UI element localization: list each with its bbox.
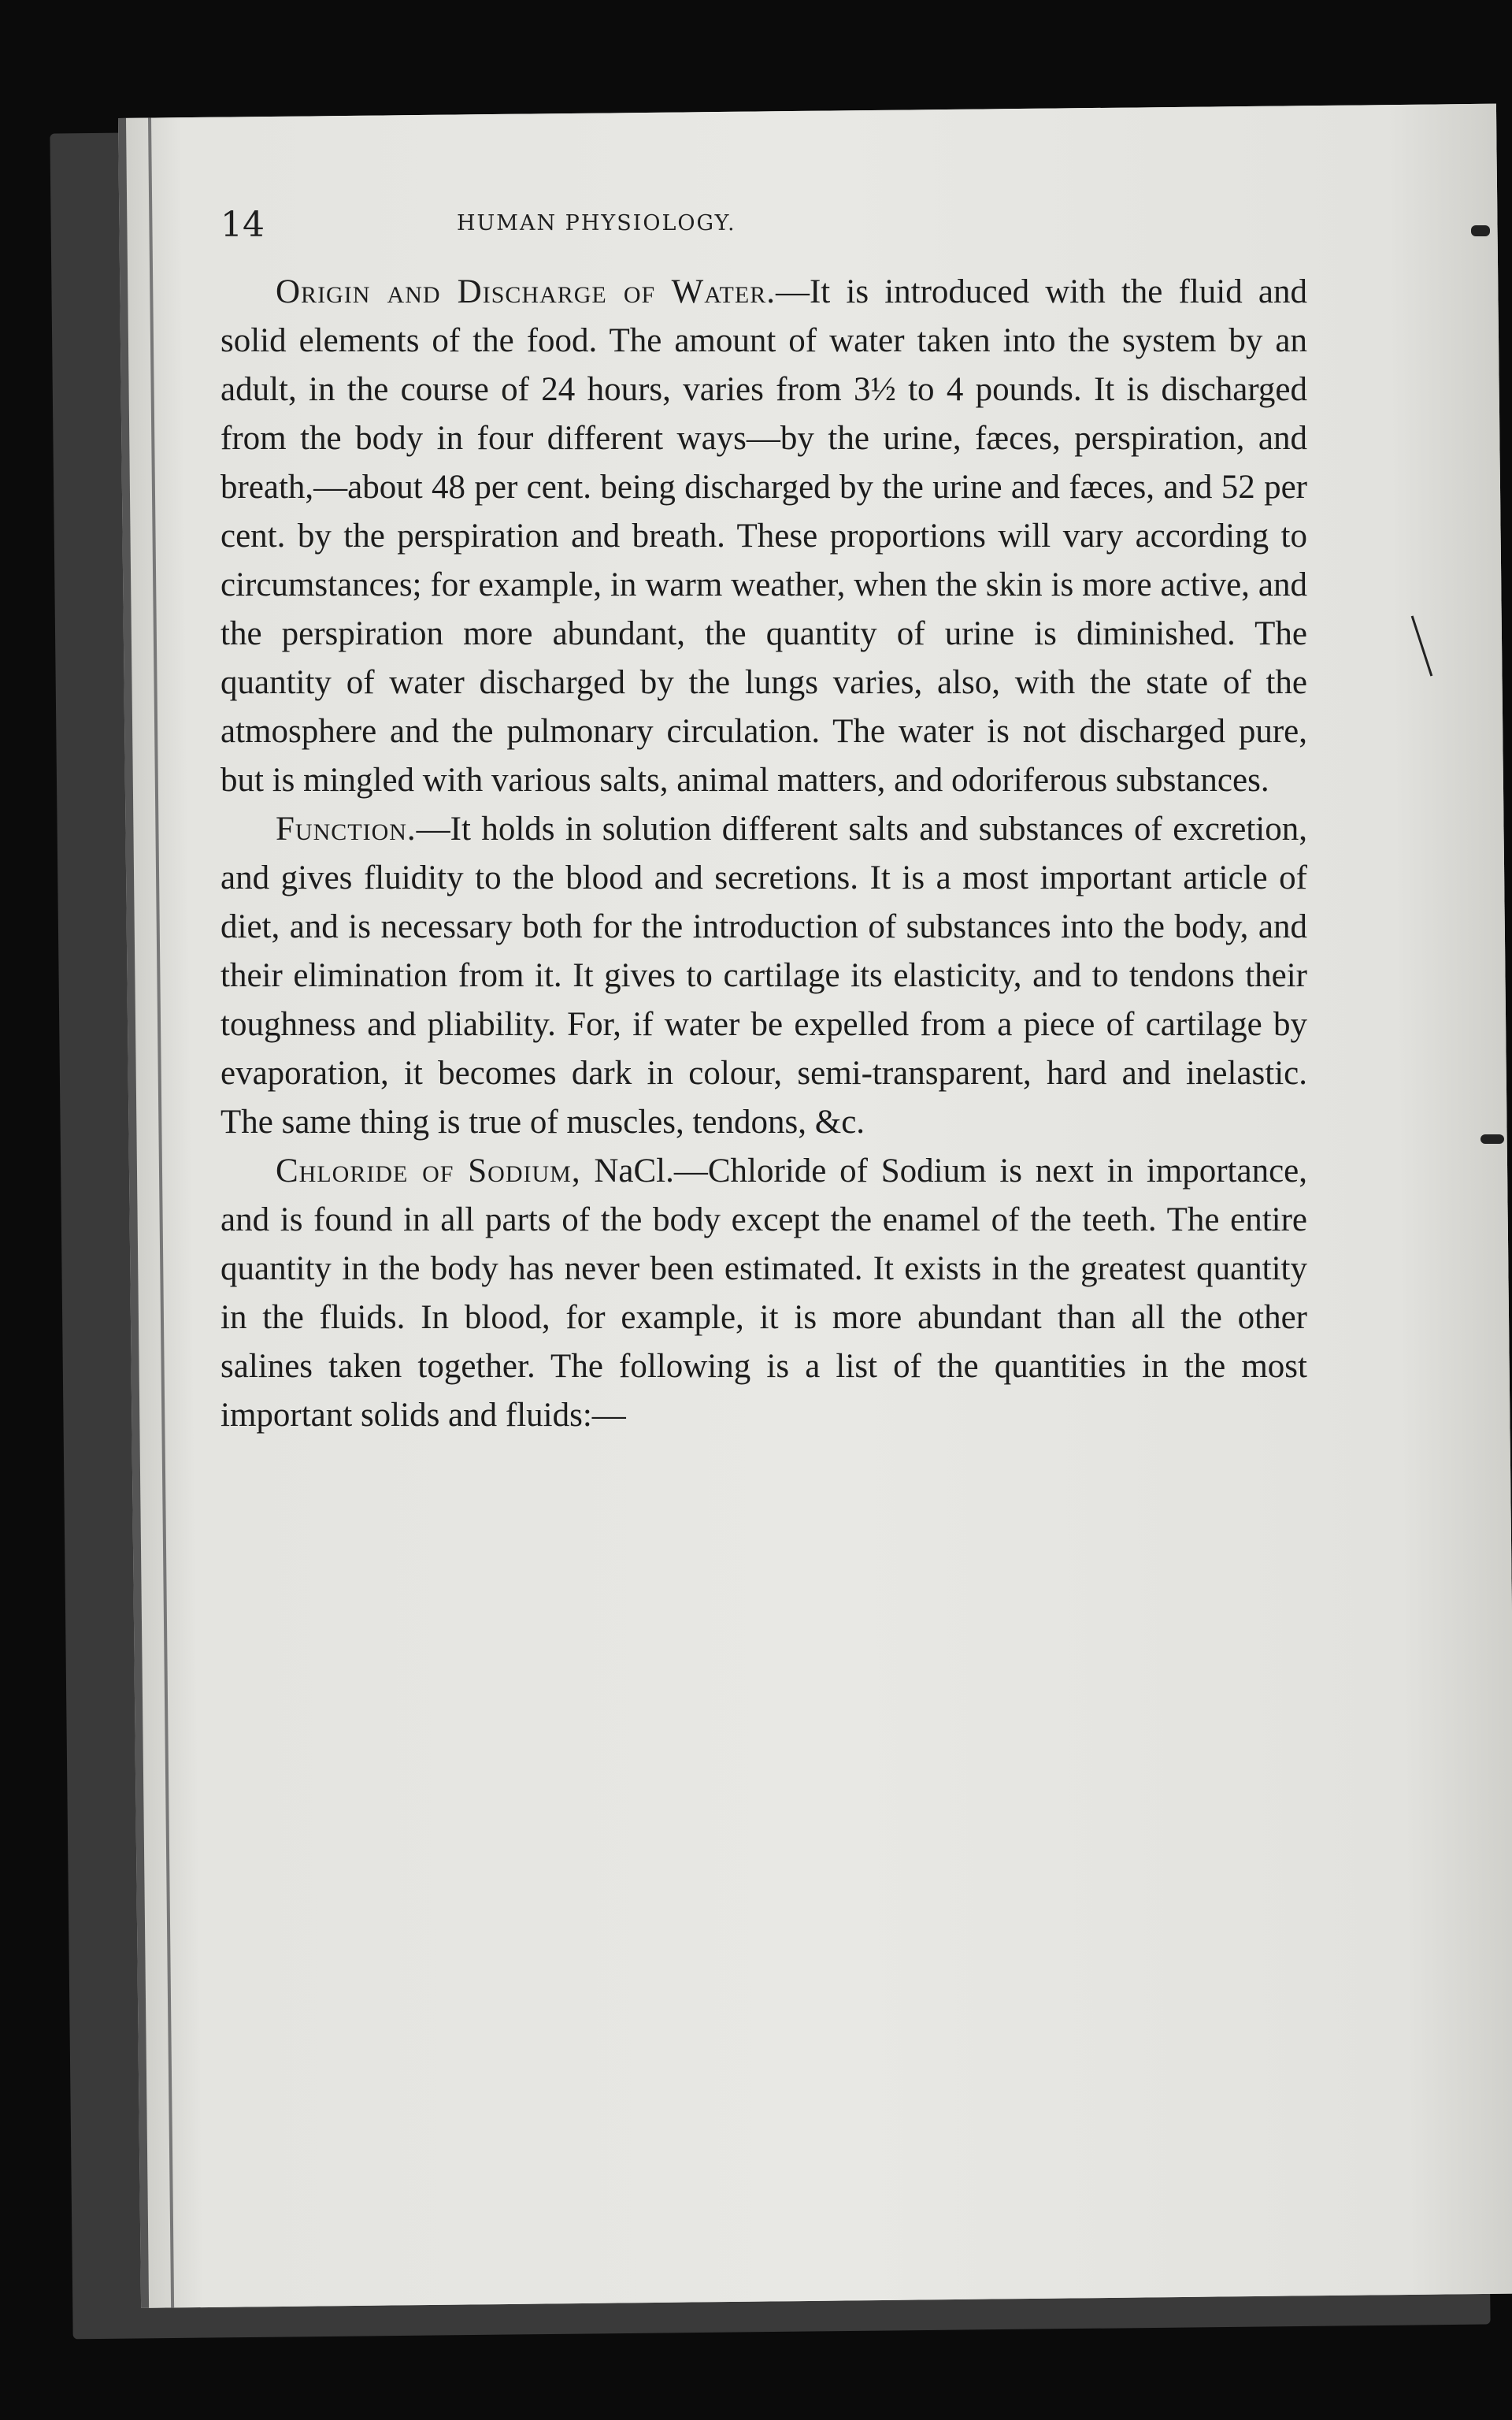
- paragraph-text: —It holds in solution different salts and substances of excretion, and gives fluidity to the blood and secretions. It is a most important article of diet, and is necessary both for the introduction of substances into the body, and their elimination from it. It gives to cartilage its elasticity, and to tendons their toughness and pliability. For, if water be expelled from a piece of cartilage by evaporation, it becomes dark in colour, semi-transparent, hard and inelastic. The same thing is true of muscles, tendons, &c.: [220, 811, 1307, 1141]
- paragraph-function: [220, 805, 1307, 1147]
- scan-artifact-mark: [1480, 1134, 1504, 1144]
- paragraph-chloride-of-sodium: [220, 1147, 1307, 1440]
- page-gutter-line: [148, 118, 174, 2308]
- paragraph-heading: Origin and Discharge of Water.: [276, 273, 776, 310]
- paragraph-water-origin: [220, 268, 1307, 805]
- paragraph-text: —It is introduced with the fluid and solid elements of the food. The amount of water taken into the system by an adult, in the course of 24 hours, varies from 3½ to 4 pounds. It is discharged from the body in four different ways—by the urine, fæces, perspiration, and breath,—about 48 per cent. being discharged by the urine and fæces, and 52 per cent. by the perspiration and breath. These proportions will vary according to circumstances; for example, in warm weather, when the skin is more active, and the perspiration more abundant, the quantity of urine is diminished. The quantity of water discharged by the lungs varies, also, with the state of the atmosphere and the pulmonary circulation. The water is not discharged pure, but is mingled with various salts, animal matters, and odoriferous substances.: [220, 273, 1307, 799]
- body-text: [220, 268, 1307, 1440]
- page-number: 14: [220, 205, 265, 245]
- scan-artifact-mark: [1471, 225, 1490, 236]
- paragraph-heading: Chloride of Sodium,: [276, 1152, 581, 1190]
- paragraph-heading: Function.: [276, 811, 417, 848]
- running-head-title: HUMAN PHYSIOLOGY.: [457, 211, 736, 236]
- paragraph-text: NaCl.—Chloride of Sodium is next in importance, and is found in all parts of the body except the enamel of the teeth. The entire quantity in the body has never been estimated. It exists in the greatest quantity in the fluids. In blood, for example, it is more abundant than all the other salines taken together. The following is a list of the quantities in the most important solids and fluids:—: [220, 1152, 1307, 1434]
